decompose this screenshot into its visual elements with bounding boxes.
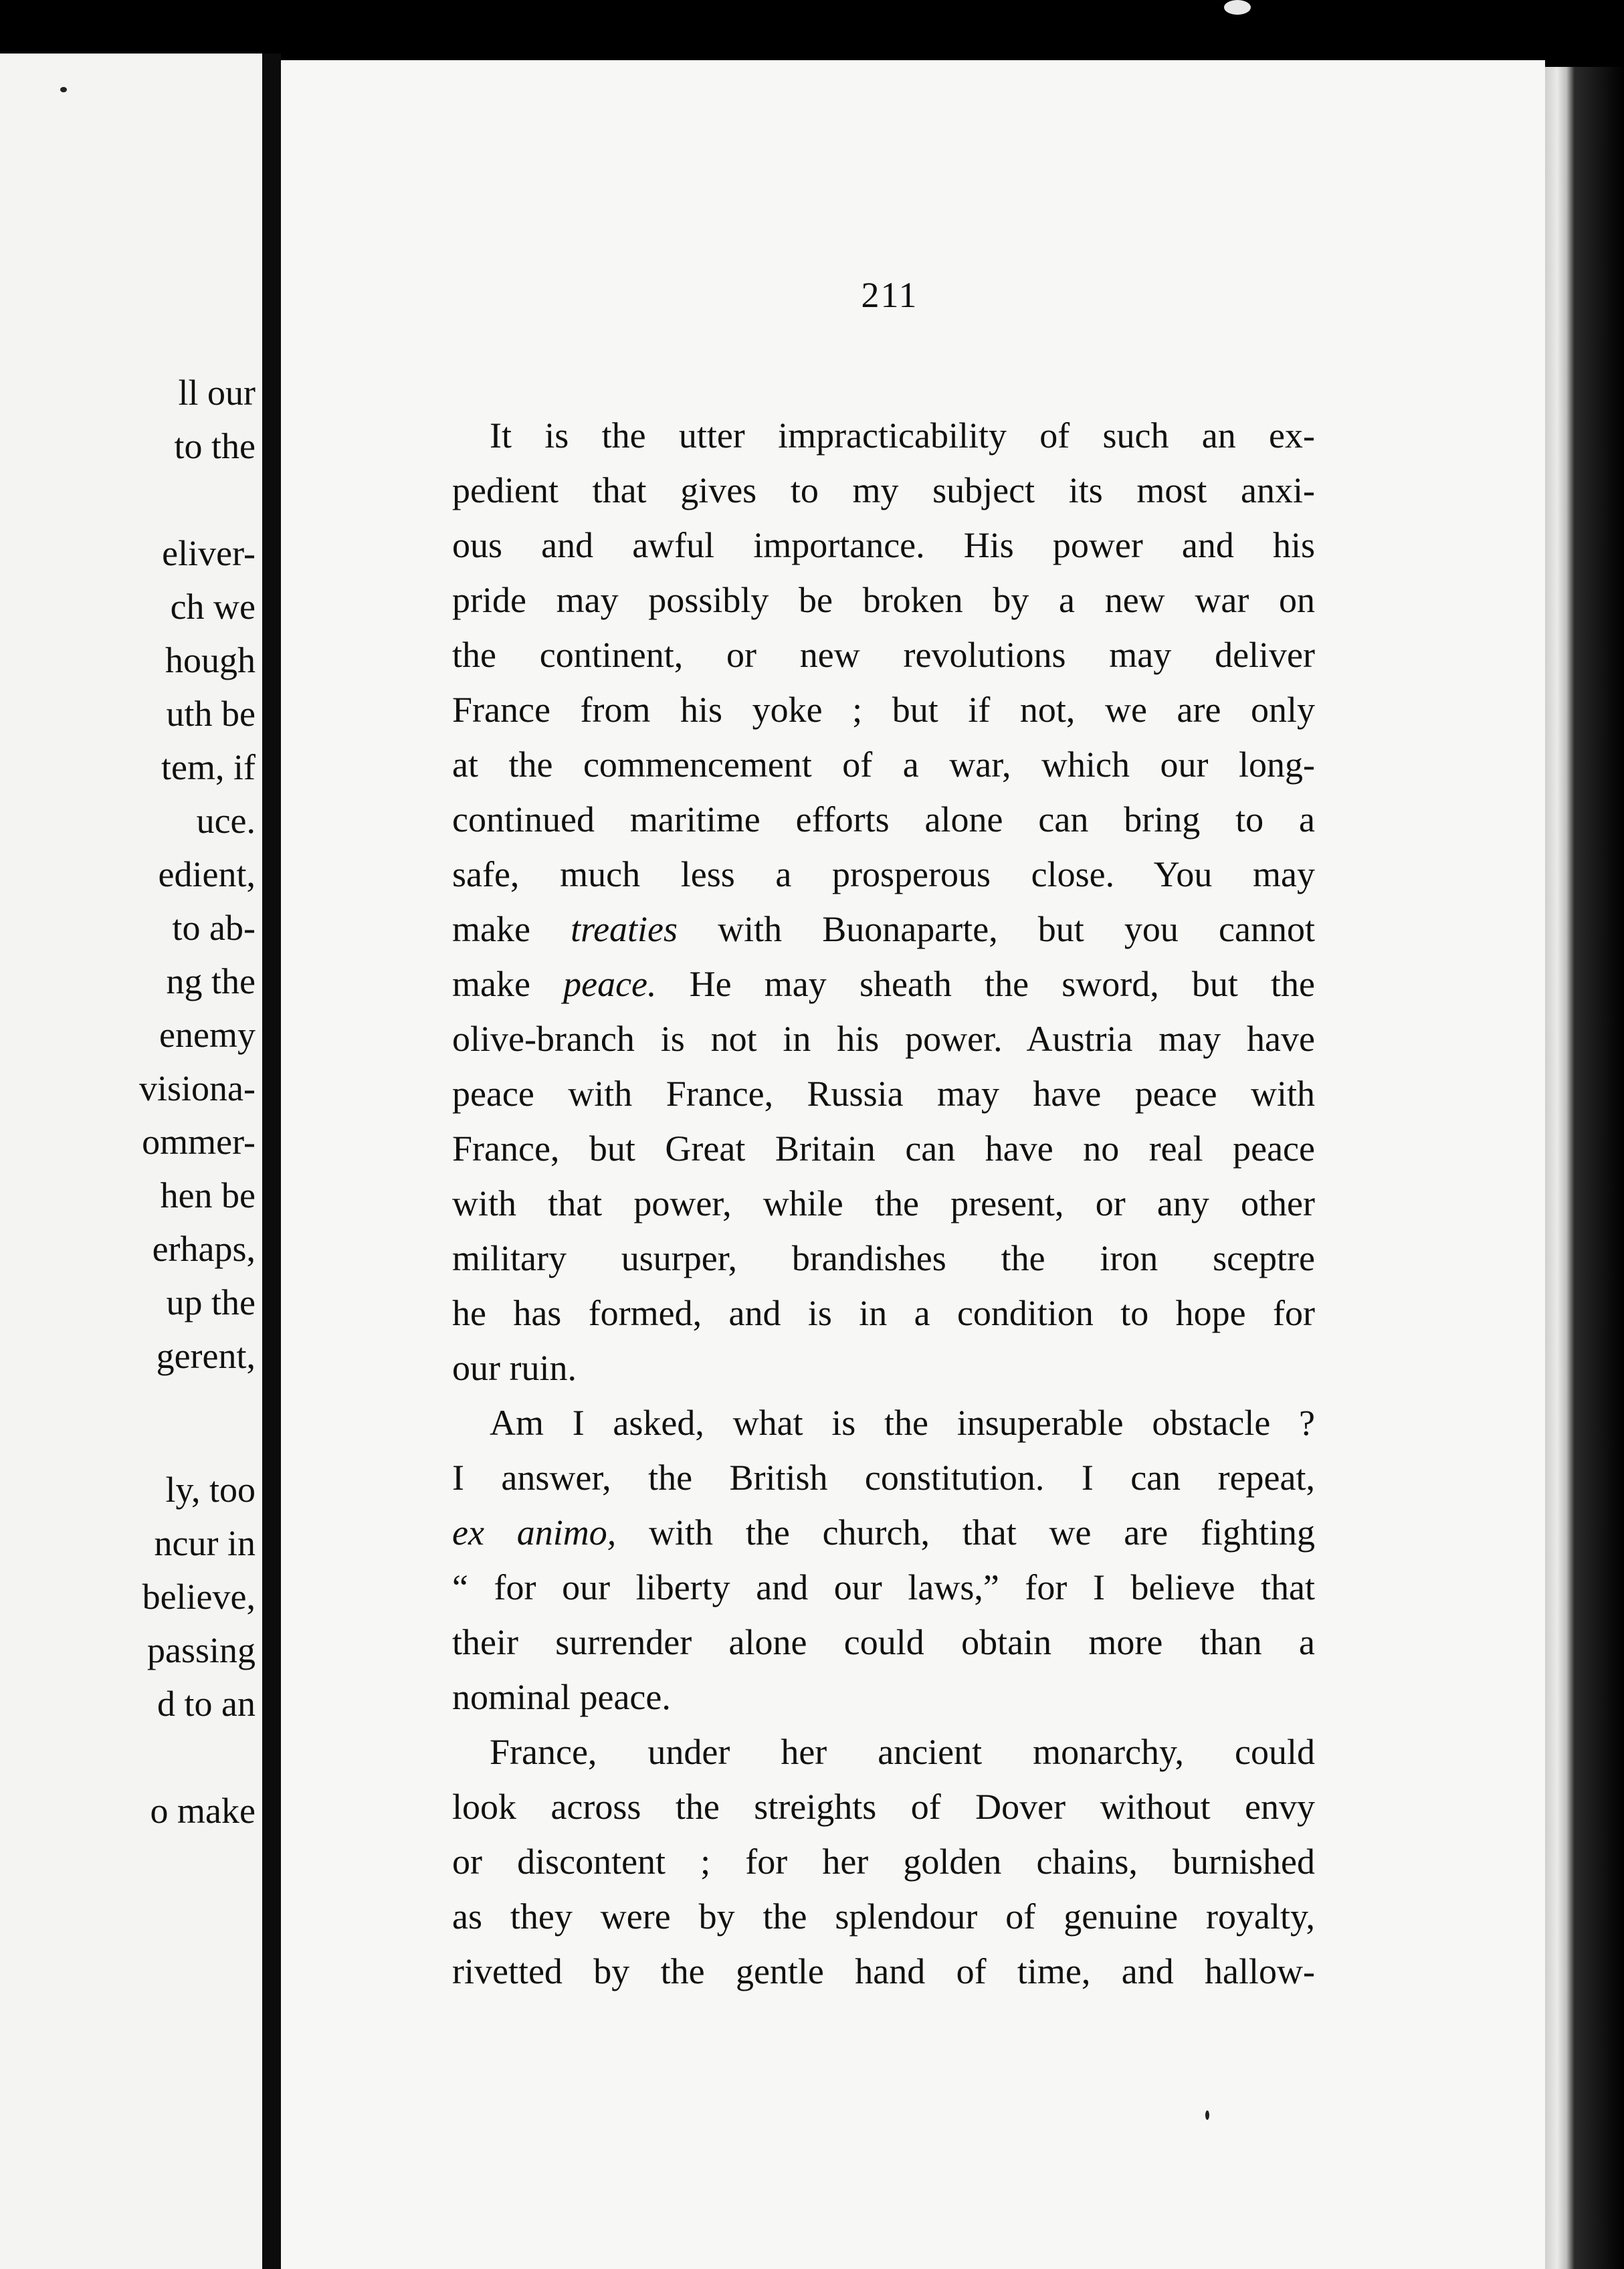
text-line: France, under her ancient monarchy, could <box>490 1732 1315 1772</box>
page-number: 211 <box>861 275 918 315</box>
text-line: pedient that gives to my subject its most anxi- <box>452 470 1315 510</box>
left-page-fragment: ch we <box>170 587 256 627</box>
paragraph <box>452 1724 1315 1999</box>
paragraph <box>452 408 1315 1395</box>
left-page-fragment: enemy <box>159 1015 256 1055</box>
text-line: safe, much less a prosperous close. You may <box>452 854 1315 894</box>
left-facing-page <box>0 54 262 2269</box>
text-line-with-italic: make peace. He may sheath the sword, but the <box>452 964 1315 1004</box>
text-line: olive-branch is not in his power. Austria may have <box>452 1019 1315 1059</box>
text-line-with-italic: make treaties with Buonaparte, but you cannot <box>452 909 1315 949</box>
left-page-fragment: believe, <box>142 1577 256 1617</box>
text-line: rivetted by the gentle hand of time, and hallow- <box>452 1951 1315 1991</box>
left-page-fragment: o make <box>150 1791 256 1831</box>
left-page-fragment: to the <box>174 426 256 466</box>
text-line: I answer, the British constitution. I can repeat, <box>452 1458 1315 1498</box>
left-page-fragment: edient, <box>158 854 256 894</box>
left-page-fragment: gerent, <box>156 1336 256 1376</box>
scan-speck <box>1205 2110 1209 2120</box>
text-line: our ruin. <box>452 1348 577 1388</box>
text-line: “ for our liberty and our laws,” for I believe that <box>452 1567 1315 1607</box>
text-line: nominal peace. <box>452 1677 671 1717</box>
text-line: military usurper, brandishes the iron sceptre <box>452 1238 1315 1278</box>
text-line: look across the streights of Dover without envy <box>452 1787 1315 1827</box>
left-page-fragment: uth be <box>166 694 256 734</box>
page-body-text <box>452 408 1315 1999</box>
italic-phrase: ex animo, <box>452 1512 617 1553</box>
left-page-fragment: d to an <box>157 1684 256 1724</box>
text-line: or discontent ; for her golden chains, burnished <box>452 1842 1315 1882</box>
text-line: at the commencement of a war, which our long- <box>452 745 1315 785</box>
main-page <box>281 60 1545 2269</box>
scan-speck <box>1224 0 1251 15</box>
left-page-fragment: to ab- <box>172 908 256 948</box>
text-line: the continent, or new revolutions may deliver <box>452 635 1315 675</box>
left-page-fragment: up the <box>166 1282 256 1322</box>
book-gutter <box>262 54 281 2269</box>
italic-phrase: peace. <box>563 964 657 1004</box>
left-page-fragment: uce. <box>196 801 256 841</box>
text-line: he has formed, and is in a condition to hope for <box>452 1293 1315 1333</box>
text-line: France, but Great Britain can have no real peace <box>452 1128 1315 1169</box>
left-page-fragment: ng the <box>166 961 256 1001</box>
left-page-fragment: ncur in <box>154 1523 256 1563</box>
text-line: as they were by the splendour of genuine royalty, <box>452 1896 1315 1937</box>
italic-phrase: treaties <box>571 909 678 949</box>
text-line: Am I asked, what is the insuperable obstacle ? <box>490 1403 1315 1443</box>
text-line: It is the utter impracticability of such an ex- <box>490 415 1315 456</box>
left-page-fragment: eliver- <box>162 533 256 573</box>
left-page-fragment: hen be <box>160 1175 256 1215</box>
left-page-fragment: tem, if <box>161 747 256 787</box>
left-page-fragment: passing <box>147 1630 256 1670</box>
text-line: peace with France, Russia may have peace with <box>452 1074 1315 1114</box>
left-page-fragment: erhaps, <box>152 1229 256 1269</box>
text-line: their surrender alone could obtain more than a <box>452 1622 1315 1662</box>
left-page-fragment: hough <box>165 640 256 680</box>
left-page-fragment: ommer- <box>142 1122 256 1162</box>
text-line-with-italic: ex animo, with the church, that we are fighting <box>452 1512 1315 1553</box>
scan-speck <box>60 87 67 92</box>
left-page-fragment: visiona- <box>139 1068 256 1108</box>
page-edge-shadow <box>1545 67 1624 2269</box>
left-page-fragment: ll our <box>178 373 256 413</box>
text-line: France from his yoke ; but if not, we are only <box>452 690 1315 730</box>
text-line: continued maritime efforts alone can bring to a <box>452 799 1315 840</box>
paragraph <box>452 1395 1315 1724</box>
text-line: pride may possibly be broken by a new war on <box>452 580 1315 620</box>
text-line: ous and awful importance. His power and his <box>452 525 1315 565</box>
left-page-fragment: ly, too <box>165 1470 256 1510</box>
text-line: with that power, while the present, or any other <box>452 1183 1315 1223</box>
